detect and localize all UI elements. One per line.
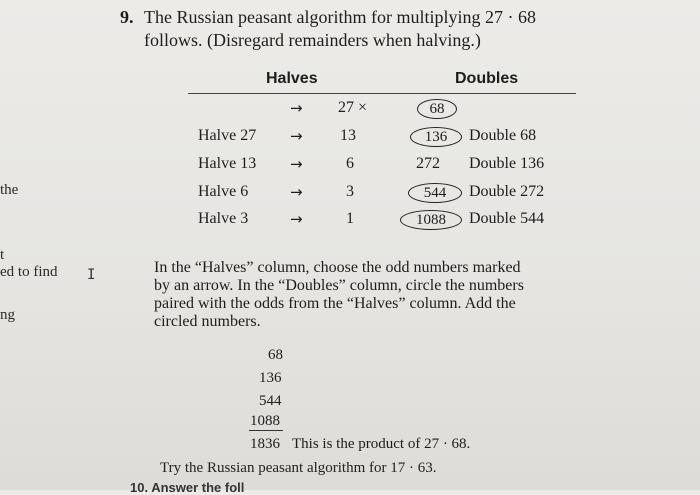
text-cursor-icon: I	[87, 267, 96, 283]
halves-header: Halves	[266, 70, 318, 87]
half-value: 27 ×	[338, 99, 368, 116]
sum-rule	[249, 430, 283, 431]
half-value: 13	[340, 127, 356, 144]
double-label: Double 272	[469, 183, 545, 200]
instruction-line: by an arrow. In the “Doubles” column, circle the numbers	[154, 277, 524, 294]
sum-total: 1836	[250, 436, 280, 452]
doubles-header: Doubles	[455, 70, 519, 87]
double-label: Double 136	[469, 155, 545, 172]
arrow-icon: →	[290, 210, 303, 228]
circled-double-value: 136	[410, 127, 462, 147]
arrow-icon: →	[290, 99, 303, 117]
addend: 68	[268, 347, 283, 363]
double-label: Double 68	[469, 127, 537, 144]
half-label: Halve 27	[198, 127, 257, 144]
table-header-rule	[188, 93, 576, 94]
addend: 544	[259, 393, 282, 409]
instruction-line: In the “Halves” column, choose the odd numbers marked	[154, 259, 521, 276]
arrow-icon: →	[290, 127, 303, 145]
arrow-icon: →	[290, 183, 303, 201]
half-label: Halve 13	[198, 155, 257, 172]
sum-note: This is the product of 27 · 68.	[292, 436, 471, 452]
margin-fragment: ng	[0, 307, 15, 323]
double-label: Double 544	[469, 210, 545, 227]
instructions-paragraph	[154, 259, 594, 331]
margin-fragment: the	[0, 182, 19, 198]
margin-fragment: ed to find	[0, 264, 58, 280]
addend: 136	[259, 370, 282, 386]
circled-double-value: 68	[417, 99, 457, 119]
next-problem-cutoff: 10. Answer the foll	[130, 480, 245, 495]
circled-double-value: 1088	[400, 210, 462, 230]
try-exercise: Try the Russian peasant algorithm for 17 · 63.	[160, 460, 437, 476]
margin-fragment: t	[0, 247, 5, 263]
half-value: 3	[346, 183, 354, 200]
addend: 1088	[250, 413, 280, 429]
double-value: 272	[416, 155, 440, 172]
half-value: 6	[346, 155, 354, 172]
problem-line: follows. (Disregard remainders when halving.)	[144, 30, 481, 50]
problem-line: The Russian peasant algorithm for multiplying 27 · 68	[144, 7, 536, 27]
circled-double-value: 544	[408, 183, 462, 203]
arrow-icon: →	[290, 155, 303, 173]
problem-number: 9.	[120, 7, 134, 27]
half-label: Halve 3	[198, 210, 249, 227]
instruction-line: circled numbers.	[154, 313, 261, 330]
half-label: Halve 6	[198, 183, 249, 200]
instruction-line: paired with the odds from the “Halves” column. Add the	[154, 295, 516, 312]
half-value: 1	[346, 210, 354, 227]
